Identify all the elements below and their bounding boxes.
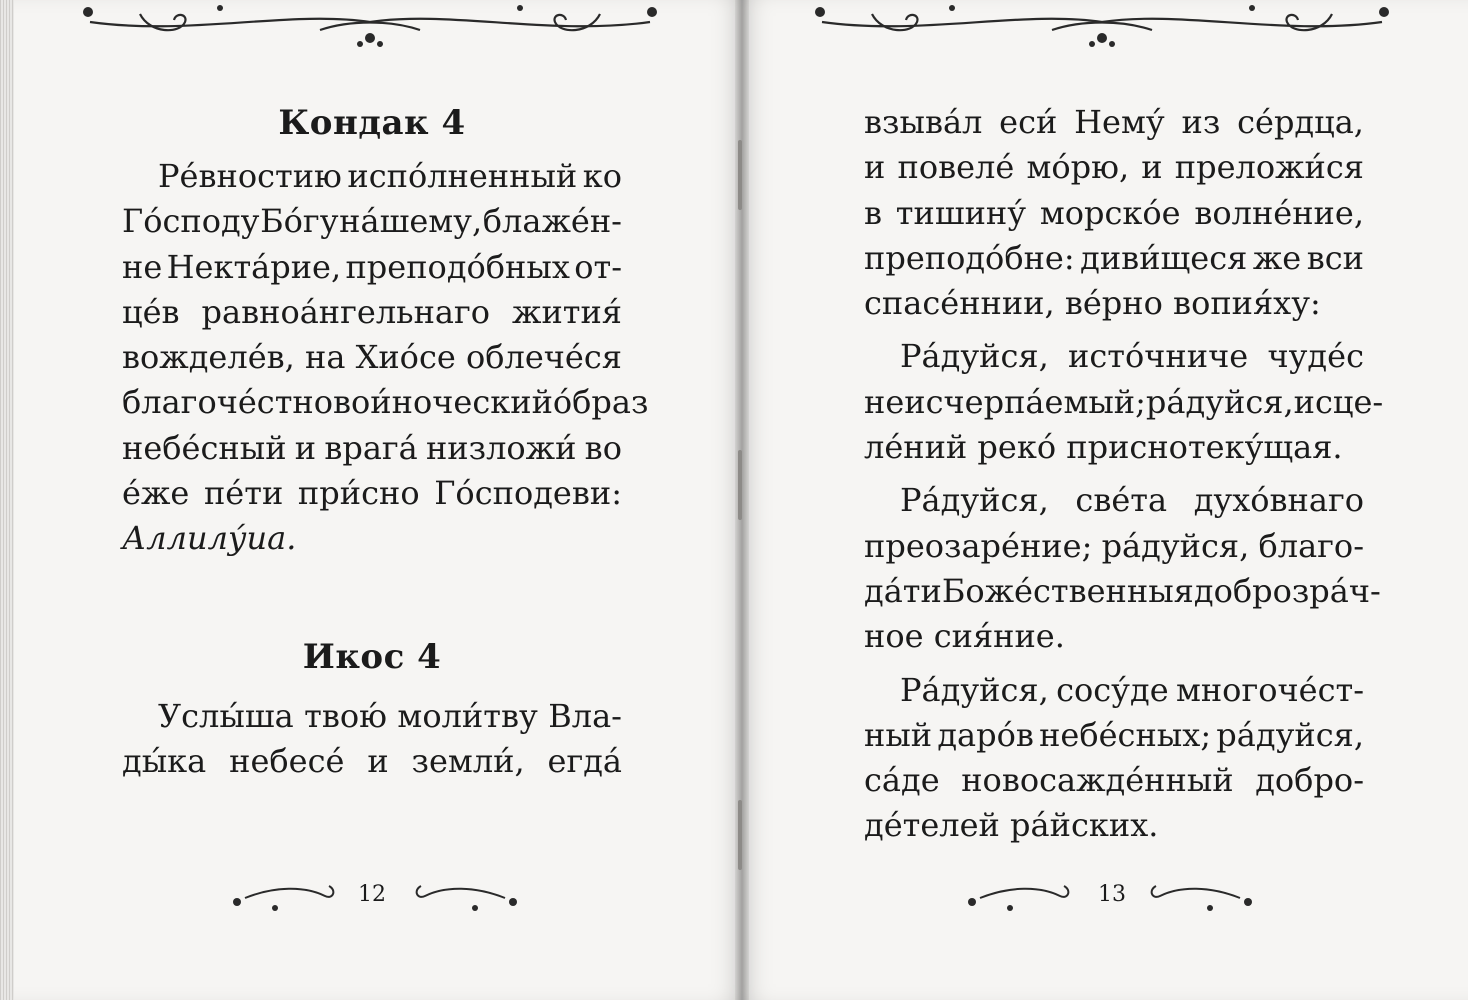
word: из (1181, 103, 1221, 141)
word: вожделе́в, (122, 338, 295, 377)
word: морско́е (1039, 193, 1181, 232)
text-line (864, 281, 1364, 326)
text-line (864, 478, 1364, 523)
word: преложи́ся (1174, 148, 1364, 187)
word: мо́рю, (1026, 148, 1130, 187)
word: повеле́ (897, 148, 1015, 187)
word: Вла- (548, 696, 622, 735)
word: преозаре́ние; (864, 526, 1093, 565)
word: взыва́л (864, 103, 983, 141)
top-ornament-right (802, 0, 1402, 52)
word: егда́ (547, 741, 622, 780)
word: жития́ (512, 292, 622, 331)
word: Ра́дуйся, (900, 481, 1049, 520)
word: Ре́вностию (158, 157, 342, 195)
text-line (864, 614, 1364, 659)
word: исце- (1293, 382, 1384, 421)
word: на́шему, (339, 202, 483, 241)
word: моли́тву (397, 696, 538, 735)
word: Некта́рие, (166, 247, 342, 286)
text-line (864, 569, 1381, 614)
word: новосажде́нный (961, 761, 1234, 800)
top-ornament-left (70, 0, 670, 52)
word: ра́дуйся, (1216, 715, 1364, 754)
word: и (367, 741, 389, 780)
word: вси (1306, 238, 1364, 277)
text-line (122, 471, 622, 516)
word: Хио́се (355, 338, 456, 377)
word: ко (582, 157, 622, 195)
text-line (864, 803, 1364, 848)
text-line (864, 524, 1364, 569)
word: же (1252, 238, 1302, 277)
word: о́браз (552, 383, 649, 422)
word: небе́сных; (1039, 715, 1212, 754)
word: в (864, 193, 883, 232)
word: Го́сподеви: (434, 474, 622, 513)
kondak-heading: Кондак 4 (278, 103, 466, 143)
text-line (122, 290, 622, 335)
word: са́де (864, 761, 940, 800)
word: Бо́гу (260, 202, 339, 241)
word: преподо́бне: (864, 238, 1075, 277)
word: во (333, 383, 371, 422)
text-line (122, 694, 622, 739)
word: и (1141, 148, 1163, 187)
ikos-continuation (864, 100, 1364, 281)
word: исто́чниче (1068, 337, 1249, 376)
word: сосу́де (1056, 670, 1169, 709)
word: испо́лненный (347, 157, 578, 195)
text-line (864, 145, 1364, 190)
word: небесе́ (229, 741, 345, 780)
word: пе́ти (203, 474, 284, 513)
page-edges (0, 0, 14, 1000)
word: чуде́с (1267, 337, 1364, 376)
word: добро- (1255, 761, 1364, 800)
word: тишину́ (895, 193, 1027, 232)
text-line (864, 425, 1364, 470)
text-line (864, 713, 1364, 758)
word: Ра́дуйся, (900, 337, 1049, 376)
text-line (864, 334, 1364, 379)
word: све́та (1075, 481, 1168, 520)
word: се́рдца, (1237, 103, 1364, 141)
word: ра́дуйся, (1145, 382, 1294, 421)
text-line (122, 380, 649, 425)
word: Ра́дуйся, (900, 670, 1049, 709)
page-number: 13 (1098, 882, 1126, 907)
word: ды́ка (122, 741, 207, 780)
line-text: спасе́ннии, ве́рно вопия́ху: (864, 284, 1321, 323)
word: многоче́ст- (1175, 670, 1364, 709)
word: врага́ (324, 428, 418, 467)
text-line (122, 426, 622, 471)
text-line (122, 154, 622, 199)
word: низложи́ (425, 428, 577, 467)
word: и (294, 428, 317, 467)
word: благо- (1258, 526, 1364, 565)
word: облече́ся (465, 338, 622, 377)
word: и (864, 148, 886, 187)
text-line (122, 335, 622, 380)
page-number: 12 (358, 882, 386, 907)
right-page (742, 0, 1468, 1000)
rejoice-paragraph-1 (864, 334, 1384, 425)
word: во (584, 428, 622, 467)
left-text-column (122, 100, 649, 784)
right-text-column (864, 100, 1384, 849)
word: духо́внаго (1193, 481, 1364, 520)
line-text: ле́ний реко́ приснотеку́щая. (864, 428, 1343, 467)
word: преподо́бных (345, 247, 570, 286)
word: це́в (122, 292, 180, 331)
word: Боже́ственныя (941, 571, 1194, 610)
staple (738, 140, 742, 210)
line-text: де́телей ра́йских. (864, 806, 1159, 845)
ikos-heading: Икос 4 (302, 636, 442, 677)
word: Го́споду (122, 202, 260, 241)
word: еси́ (999, 103, 1058, 141)
word: при́сно (297, 474, 420, 513)
word: твою́ (304, 696, 387, 735)
text-line (864, 191, 1364, 236)
text-line (864, 380, 1384, 425)
text-line (864, 758, 1364, 803)
kondak-body (122, 154, 649, 516)
text-line (864, 236, 1364, 281)
text-line (122, 199, 622, 244)
word: благоче́стно (122, 383, 334, 422)
text-line (122, 245, 622, 290)
word: е́же (122, 474, 190, 513)
word: на (304, 338, 346, 377)
word: не (122, 247, 163, 286)
word: неисчерпа́емый; (864, 382, 1146, 421)
word: Нему́ (1074, 103, 1165, 141)
word: волне́ние, (1194, 193, 1364, 232)
staple (738, 450, 742, 520)
word: равноа́нгельнаго (201, 292, 490, 331)
alleluia (122, 516, 622, 561)
word: от- (574, 247, 622, 286)
word: небе́сный (122, 428, 287, 467)
word: блаже́н- (482, 202, 622, 241)
word: ный (864, 715, 933, 754)
word: да́ти (864, 571, 942, 610)
rejoice-paragraph-2 (864, 478, 1381, 614)
word: и́ночеcкий (370, 383, 553, 422)
alleluia-text: Аллилу́иа. (122, 519, 297, 558)
text-line (864, 100, 1364, 145)
ikos-body (122, 694, 622, 785)
word: Услы́ша (158, 696, 294, 735)
rejoice-paragraph-3 (864, 668, 1364, 804)
word: диви́щеся (1080, 238, 1248, 277)
word: земли́, (411, 741, 525, 780)
word: даро́в (937, 715, 1034, 754)
text-line (864, 668, 1364, 713)
word: доброзра́ч- (1193, 571, 1381, 610)
text-line (122, 739, 622, 784)
word: ра́дуйся, (1101, 526, 1250, 565)
staple (738, 800, 742, 870)
line-text: ное сия́ние. (864, 617, 1065, 656)
